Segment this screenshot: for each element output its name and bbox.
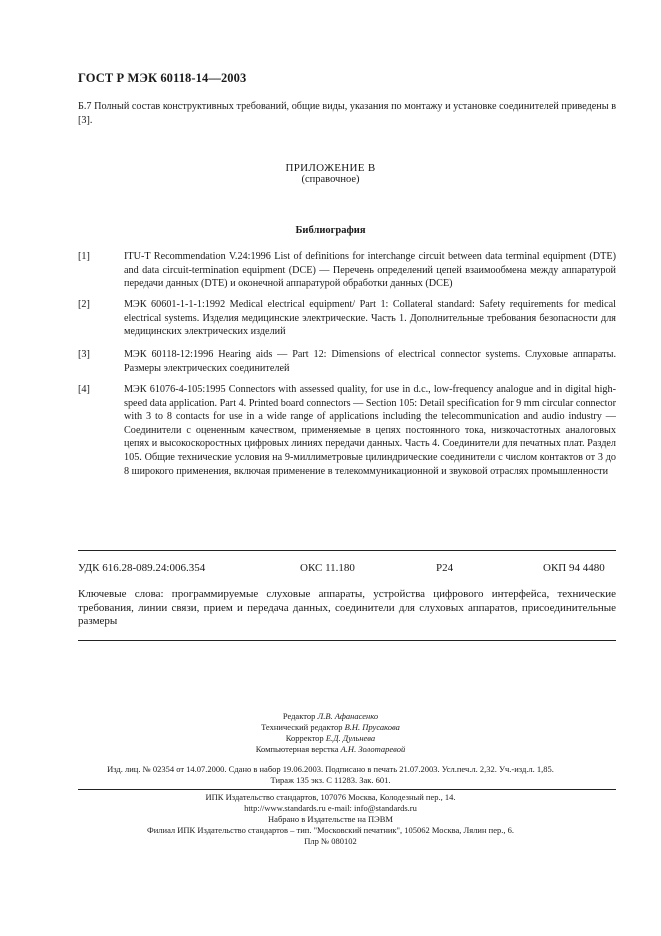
publisher-line: ИПК Издательство стандартов, 107076 Москва, Колодезный пер., 14. — [205, 792, 456, 802]
bibliography-item — [78, 250, 616, 290]
reference-text: МЭК 60601-1-1-1:1992 Medical electrical equipment/ Part 1: Collateral standard: Safety requirements for medical electrical systems. Изделия медицинские электрические. Часть 1. Дополнительные требования безопасности для медицинских электрических изделий — [124, 299, 616, 338]
editor-role: Редактор — [282, 711, 316, 721]
divider — [78, 550, 616, 551]
publisher-line: Филиал ИПК Издательство стандартов – тип. "Московский печатник", 105062 Москва, Лялин пер., 6. — [147, 825, 514, 835]
appendix-subtitle: (справочное) — [301, 174, 360, 185]
imprint-block — [0, 764, 661, 786]
editor-role: Технический редактор — [261, 722, 343, 732]
bibliography-item — [78, 298, 616, 338]
reference-text: ITU-T Recommendation V.24:1996 List of definitions for interchange circuit between data terminal equipment (DTE) and data circuit-termination equipment (DCE) — Перечень определений цепей взаимообмена между аппаратурой передачи данных (DTE) и оконечной аппаратурой обработки данных (DCE) — [124, 251, 616, 290]
reference-number: [4] — [78, 384, 90, 395]
editor-line — [0, 744, 661, 755]
editor-line — [0, 711, 661, 722]
publisher-line: Набрано в Издательстве на ПЭВМ — [268, 814, 393, 824]
document-header: ГОСТ Р МЭК 60118-14—2003 — [78, 71, 247, 85]
intro-paragraph: Б.7 Полный состав конструктивных требований, общие виды, указания по монтажу и установке соединителей приведены в [3]. — [78, 101, 616, 126]
editor-line — [0, 733, 661, 744]
editors-block — [0, 711, 661, 755]
editor-name: Л.В. Афанасенко — [317, 711, 379, 721]
publisher-line: Плр № 080102 — [304, 836, 357, 846]
publisher-line: http://www.standards.ru e-mail: info@standards.ru — [244, 803, 417, 813]
imprint-line: Изд. лиц. № 02354 от 14.07.2000. Сдано в набор 19.06.2003. Подписано в печать 21.07.2003. Усл.печ.л. 2,32. Уч.-изд.л. 1,85. — [107, 764, 554, 774]
editor-name: Е.Д. Дульнева — [325, 733, 376, 743]
editor-role: Корректор — [285, 733, 324, 743]
editor-line — [0, 722, 661, 733]
keywords: Ключевые слова: программируемые слуховые аппараты, устройства цифрового интерфейса, технические требования, линии связи, прием и передача данных, соединители для слуховых аппаратов, присоединительные размеры — [78, 588, 616, 627]
bibliography-item — [78, 348, 616, 376]
editor-name: В.Н. Прусакова — [344, 722, 400, 732]
editor-role: Компьютерная верстка — [255, 744, 339, 754]
group-code: Р24 — [436, 562, 454, 574]
reference-number: [3] — [78, 349, 90, 360]
reference-number: [1] — [78, 251, 90, 262]
appendix-title: ПРИЛОЖЕНИЕ В — [285, 162, 376, 174]
bibliography-item — [78, 383, 616, 483]
okp-code: ОКП 94 4480 — [543, 562, 605, 574]
divider — [78, 640, 616, 641]
editor-name: А.Н. Золотаревой — [340, 744, 406, 754]
imprint-line: Тираж 135 экз. С 11283. Зак. 601. — [270, 775, 391, 785]
reference-text: МЭК 60118-12:1996 Hearing aids — Part 12: Dimensions of electrical connector systems. Слуховые аппараты. Размеры электрических соединителей — [124, 349, 616, 374]
reference-text: МЭК 61076-4-105:1995 Connectors with assessed quality, for use in d.c., low-frequency analogue and in digital high-speed data application. Part 4. Printed board connectors — Section 105: Detail specification for 9 mm circular connector with 3 to 8 contacts for use in a wide range of applications including the telecommunication and audio industry — Соединители с оцененным качеством, применяемые в цепях постоянного тока, низкочастотных аналоговых цепях и высокоскоростных цифровых линиях передачи данных. Часть 4. Соединители для печатных плат. Раздел 105. Общие технические условия на 9-миллиметровые цилиндрические соединители с числом контактов от 3 до 8 широкого применения, включая применение в телекоммуникационной и звуковой отраслях промышленности — [124, 384, 616, 477]
reference-number: [2] — [78, 299, 90, 310]
publisher-block — [0, 792, 661, 847]
udk-code: УДК 616.28-089.24:006.354 — [78, 562, 206, 574]
divider — [78, 789, 616, 790]
bibliography-title: Библиография — [295, 225, 366, 236]
oks-code: ОКС 11.180 — [300, 562, 355, 574]
